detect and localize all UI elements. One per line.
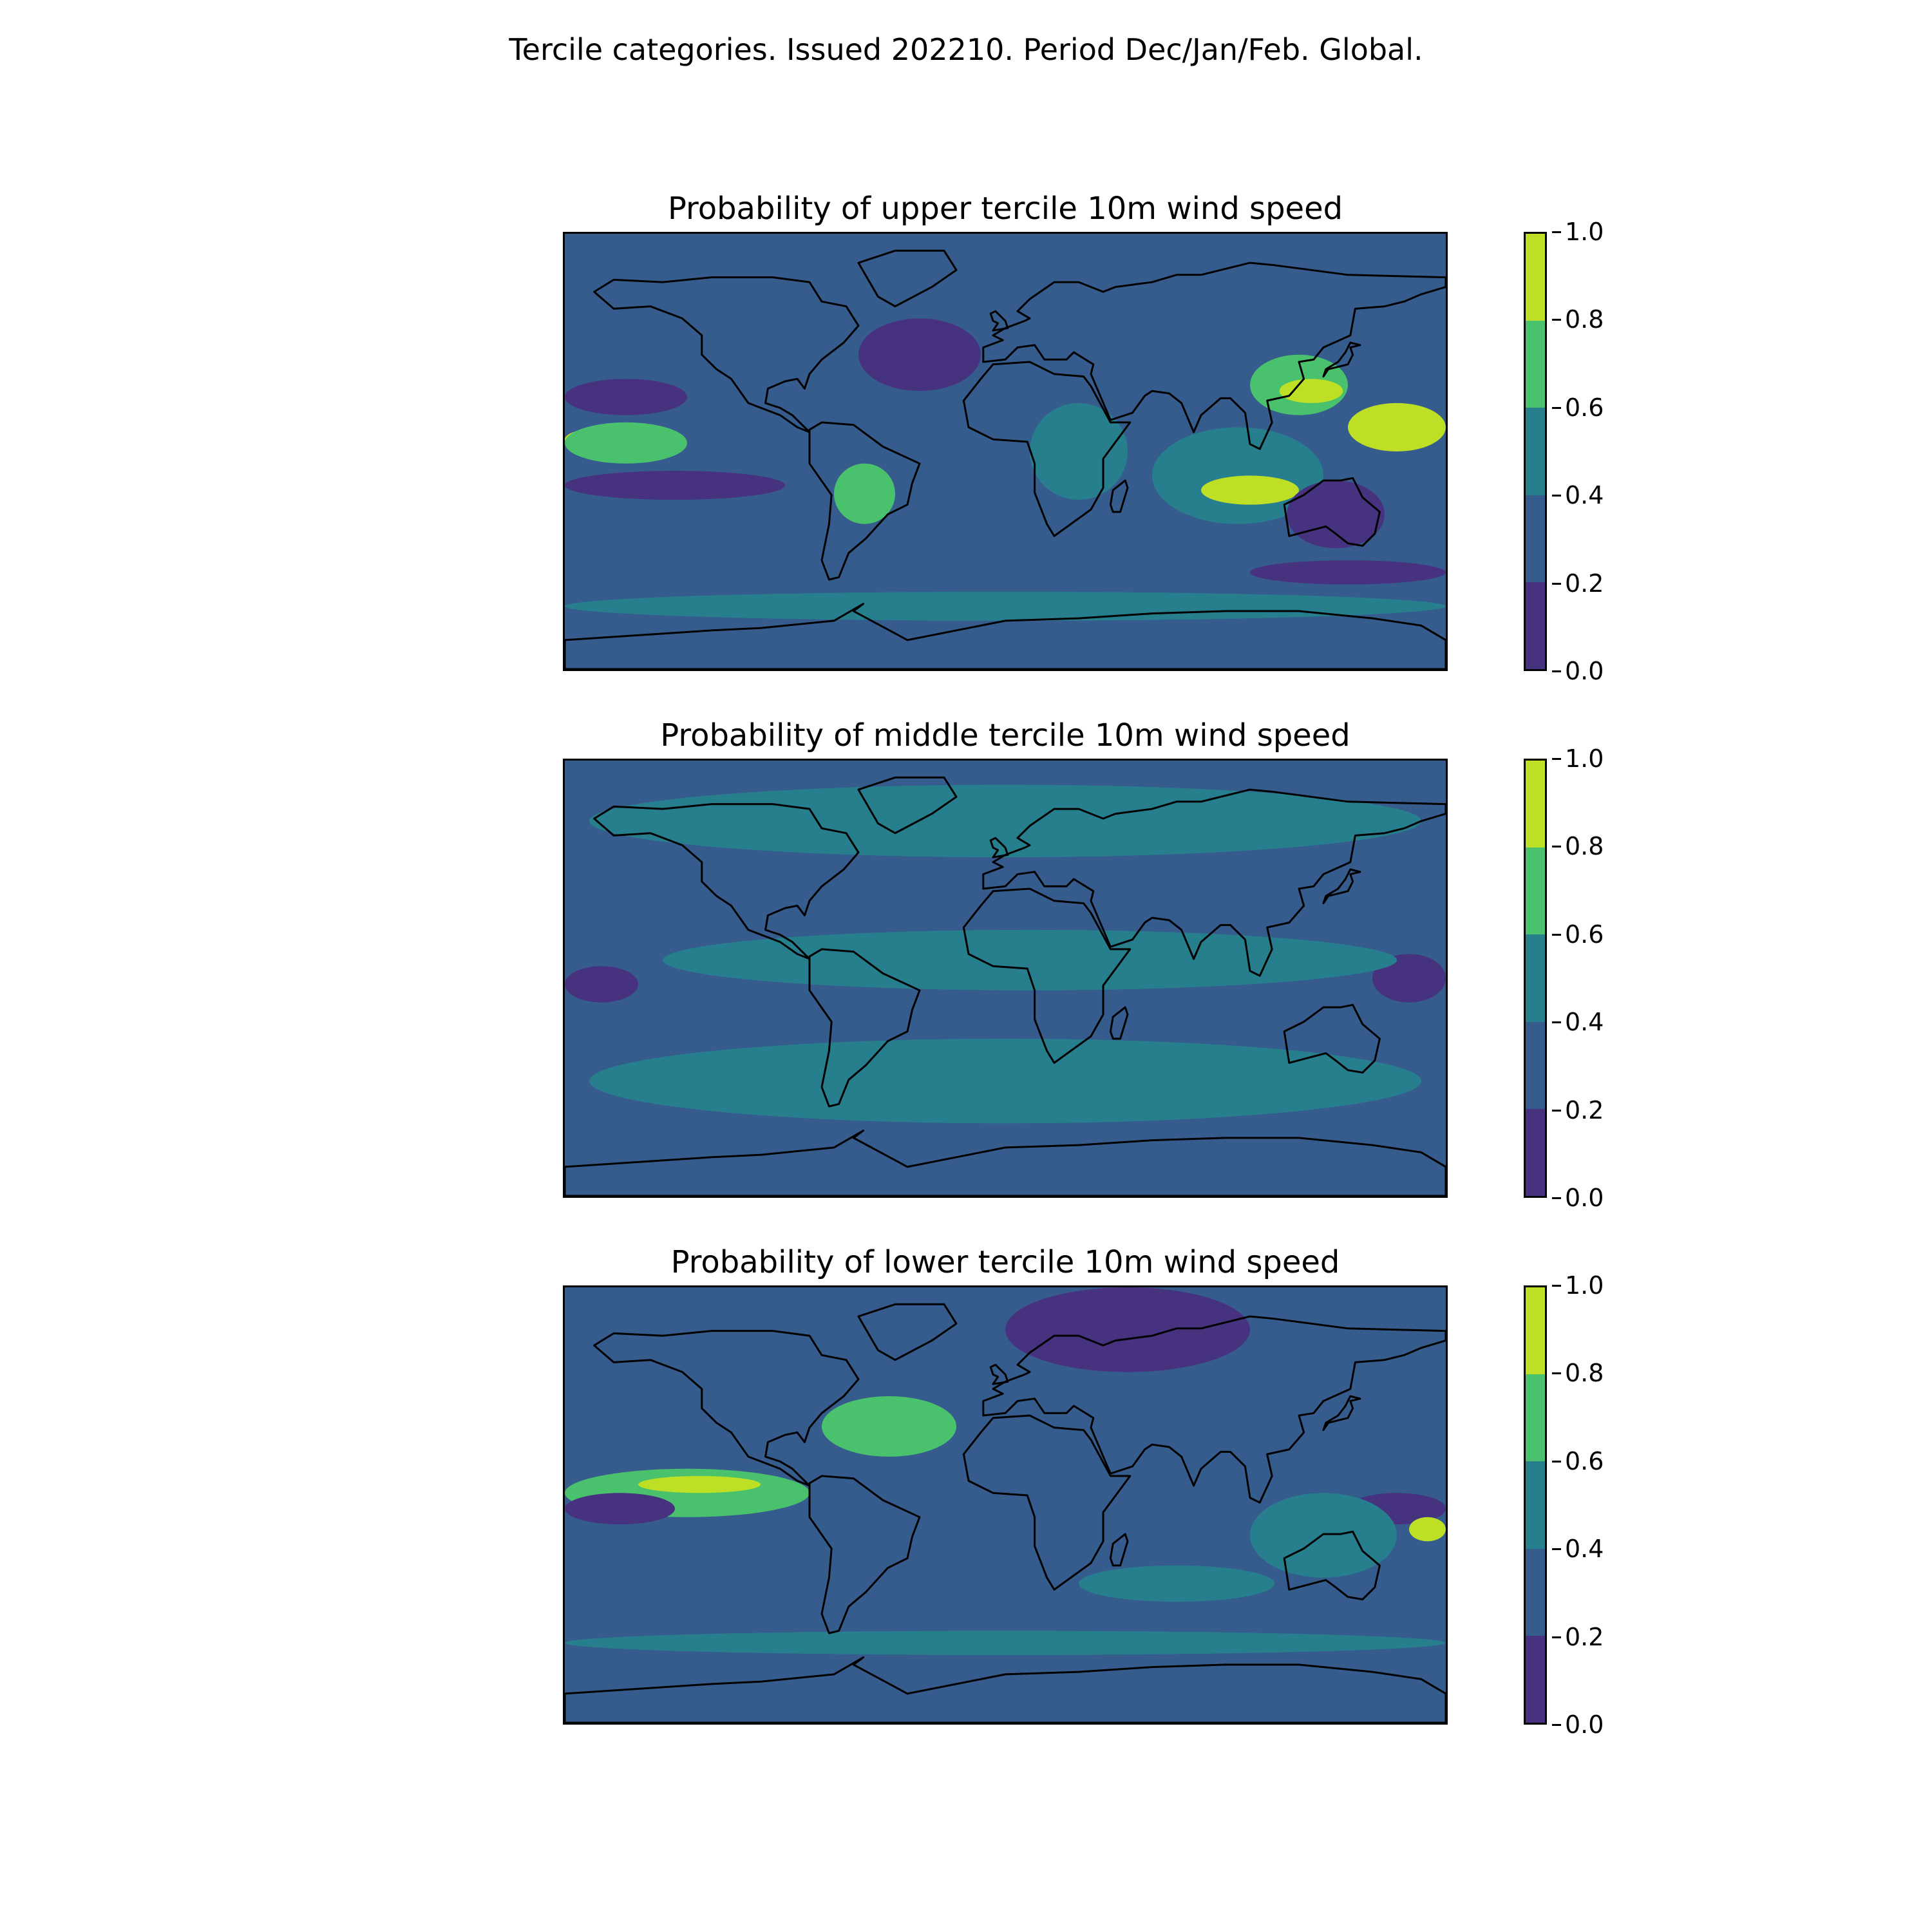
coastline-antarctica [565,1658,1446,1723]
colorbar-tick-label: 0.2 [1565,1622,1604,1651]
coastline-madagascar [1110,1007,1128,1039]
colorbar-segment [1526,321,1545,408]
colorbar-tick-label: 0.4 [1565,481,1604,510]
coastline-uk [990,1365,1008,1384]
colorbar-segment [1526,234,1545,321]
coastline-north-america [594,1331,858,1486]
coastline-greenland [858,251,956,306]
probability-region [565,1493,675,1524]
panel-title: Probability of middle tercile 10m wind speed [660,717,1350,753]
map-panel [563,759,1448,1198]
coastline-south-america [810,1476,920,1633]
probability-region [589,1039,1421,1123]
colorbar-tick-label: 0.8 [1565,832,1604,861]
map-svg [565,1287,1446,1723]
colorbar-segment [1526,1636,1545,1723]
probability-region [565,471,785,500]
colorbar-segment [1526,761,1545,848]
coastline-africa [963,1416,1130,1589]
probability-region [1280,379,1343,403]
colorbar-tick-label: 1.0 [1565,218,1604,246]
probability-region [1079,1566,1274,1602]
colorbar [1524,1285,1547,1725]
colorbar-segment [1526,934,1545,1021]
colorbar-tick-label: 0.6 [1565,393,1604,422]
map-panel [563,1285,1448,1725]
probability-region [565,379,687,415]
colorbar-segment [1526,1287,1545,1374]
probability-region [565,422,687,464]
colorbar-tick-label: 1.0 [1565,744,1604,773]
colorbar-tick-label: 0.8 [1565,1359,1604,1388]
colorbar-tick-label: 0.0 [1565,1710,1604,1739]
colorbar-segment [1526,1549,1545,1636]
probability-region [565,966,638,1002]
probability-region [638,1476,761,1493]
colorbar-tick-label: 0.8 [1565,305,1604,334]
colorbar-segment [1526,1022,1545,1109]
probability-region [1250,560,1446,585]
probability-region [1201,476,1299,505]
colorbar-tick-label: 0.6 [1565,1446,1604,1475]
probability-region [1005,1287,1250,1372]
colorbar-segment [1526,495,1545,582]
coastline-greenland [858,1304,956,1359]
probability-region [565,1631,1446,1655]
panel-title: Probability of lower tercile 10m wind speed [670,1244,1340,1280]
colorbar-tick-label: 0.6 [1565,920,1604,949]
colorbar-segment [1526,1374,1545,1461]
probability-region [1030,403,1128,500]
coastline-madagascar [1110,1534,1128,1566]
probability-region [822,1396,956,1457]
probability-region [858,318,981,391]
colorbar-tick-label: 1.0 [1565,1271,1604,1300]
probability-region [1348,403,1446,451]
map-panel [563,232,1448,671]
colorbar-tick-label: 0.4 [1565,1008,1604,1037]
colorbar-tick-label: 0.4 [1565,1535,1604,1564]
colorbar [1524,232,1547,671]
coastline-antarctica [565,1131,1446,1196]
figure-title: Tercile categories. Issued 202210. Period Dec/Jan/Feb. Global. [509,32,1423,67]
colorbar-segment [1526,1461,1545,1548]
colorbar-tick-label: 0.2 [1565,1095,1604,1124]
probability-region [565,592,1446,621]
colorbar-segment [1526,848,1545,934]
colorbar-segment [1526,1109,1545,1196]
probability-region [1409,1517,1446,1542]
coastline-japan [1323,1396,1360,1430]
panel-title: Probability of upper tercile 10m wind speed [667,191,1343,227]
colorbar-tick-label: 0.0 [1565,657,1604,685]
colorbar-tick-label: 0.0 [1565,1184,1604,1212]
colorbar-tick-label: 0.2 [1565,569,1604,598]
colorbar [1524,759,1547,1198]
coastline-uk [990,311,1008,330]
colorbar-segment [1526,582,1545,669]
coastline-japan [1323,869,1360,904]
map-svg [565,234,1446,669]
colorbar-segment [1526,408,1545,495]
map-svg [565,761,1446,1196]
